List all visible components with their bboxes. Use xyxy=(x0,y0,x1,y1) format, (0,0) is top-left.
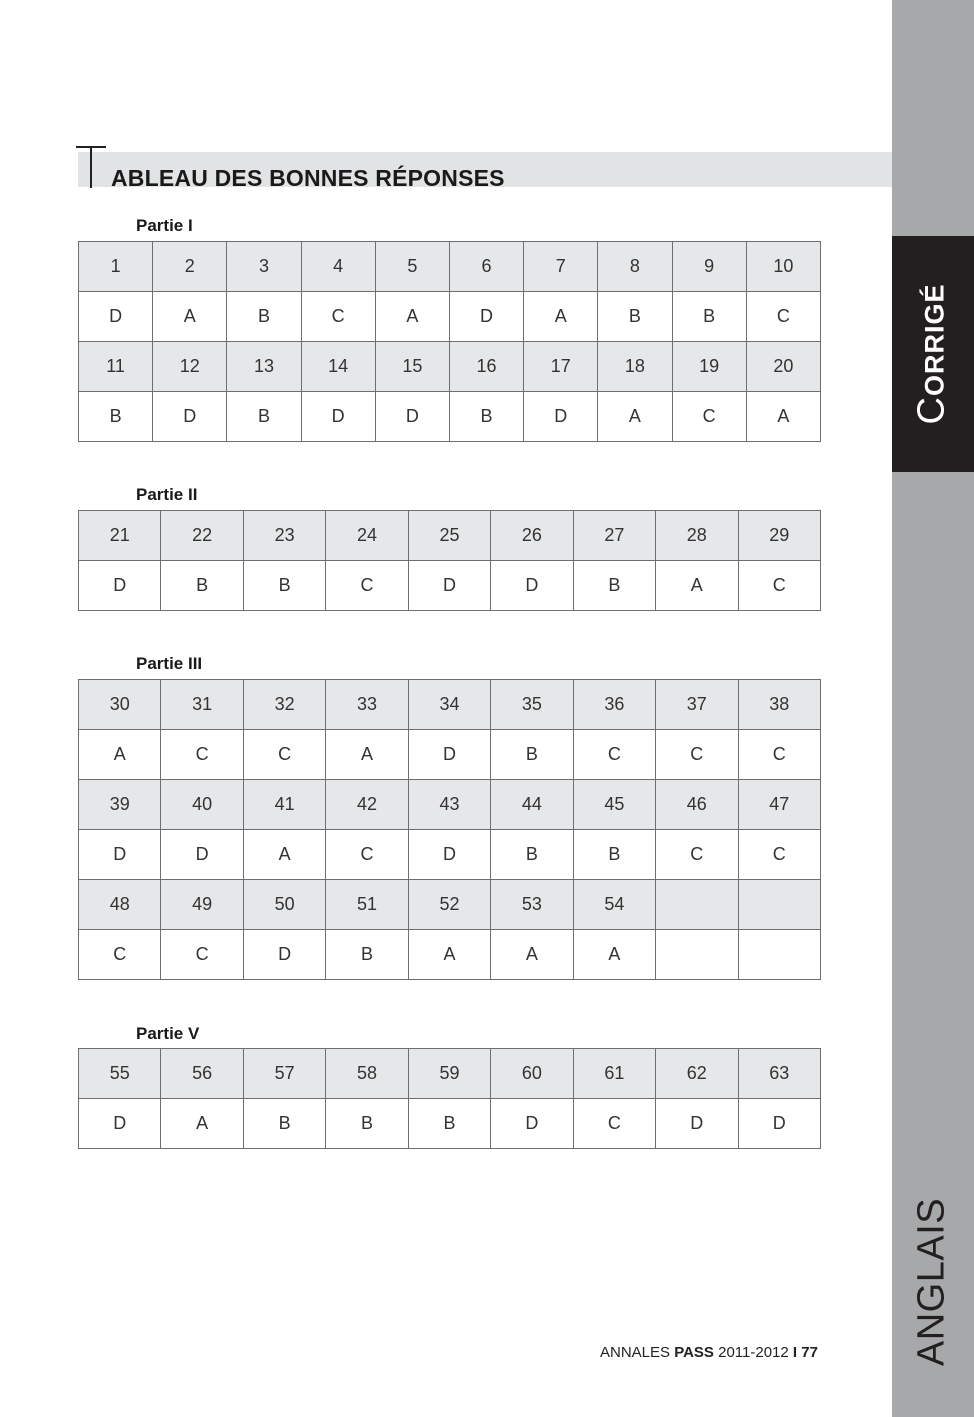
question-number-cell: 55 xyxy=(79,1049,161,1099)
answer-cell: B xyxy=(573,830,655,880)
question-number-cell: 48 xyxy=(79,880,161,930)
question-number-row xyxy=(79,511,821,561)
question-number-cell: 31 xyxy=(161,680,243,730)
question-number-cell: 23 xyxy=(243,511,325,561)
question-number-cell: 63 xyxy=(738,1049,821,1099)
question-number-cell: 18 xyxy=(598,342,672,392)
answer-row xyxy=(79,830,821,880)
question-number-cell: 52 xyxy=(408,880,490,930)
answer-row xyxy=(79,930,821,980)
question-number-cell: 33 xyxy=(326,680,408,730)
answer-cell: B xyxy=(227,392,301,442)
question-number-cell: 37 xyxy=(656,680,738,730)
answer-cell: C xyxy=(573,730,655,780)
answer-cell: A xyxy=(573,930,655,980)
answer-cell: B xyxy=(573,561,655,611)
answer-cell: A xyxy=(375,292,449,342)
answer-cell: D xyxy=(243,930,325,980)
answer-cell: C xyxy=(301,292,375,342)
answer-cell: C xyxy=(161,930,243,980)
page-title: ABLEAU DES BONNES RÉPONSES xyxy=(111,165,505,191)
answer-cell: B xyxy=(243,1099,325,1149)
question-number-cell: 25 xyxy=(408,511,490,561)
part-label: Partie II xyxy=(136,485,198,504)
answer-cell: B xyxy=(598,292,672,342)
question-number-cell: 32 xyxy=(243,680,325,730)
question-number-cell: 27 xyxy=(573,511,655,561)
answer-cell: B xyxy=(79,392,153,442)
part-label: Partie III xyxy=(136,654,203,673)
answers-table-partie-3 xyxy=(78,679,821,980)
question-number-cell: 11 xyxy=(79,342,153,392)
answer-cell xyxy=(738,930,821,980)
question-number-cell: 43 xyxy=(408,780,490,830)
question-number-cell: 39 xyxy=(79,780,161,830)
answer-cell: D xyxy=(491,1099,573,1149)
answer-cell: A xyxy=(408,930,490,980)
question-number-cell: 57 xyxy=(243,1049,325,1099)
question-number-cell: 1 xyxy=(79,242,153,292)
question-number-cell: 9 xyxy=(672,242,746,292)
answer-cell: C xyxy=(79,930,161,980)
subject-label: ANGLAIS xyxy=(910,1197,953,1367)
answer-cell: C xyxy=(738,561,821,611)
question-number-row xyxy=(79,242,821,292)
answer-cell: B xyxy=(326,930,408,980)
answers-table-partie-5 xyxy=(78,1048,821,1149)
answer-cell: C xyxy=(326,561,408,611)
part-label: Partie I xyxy=(136,216,193,235)
question-number-cell: 58 xyxy=(326,1049,408,1099)
answer-row xyxy=(79,392,821,442)
question-number-cell: 14 xyxy=(301,342,375,392)
answer-cell: B xyxy=(227,292,301,342)
question-number-cell: 40 xyxy=(161,780,243,830)
answer-cell xyxy=(656,930,738,980)
question-number-cell: 44 xyxy=(491,780,573,830)
question-number-cell: 49 xyxy=(161,880,243,930)
question-number-cell: 28 xyxy=(656,511,738,561)
answer-cell: A xyxy=(243,830,325,880)
question-number-cell: 53 xyxy=(491,880,573,930)
question-number-cell: 29 xyxy=(738,511,821,561)
answer-cell: A xyxy=(153,292,227,342)
part-label: Partie V xyxy=(136,1024,200,1043)
question-number-cell: 3 xyxy=(227,242,301,292)
question-number-row xyxy=(79,880,821,930)
question-number-cell: 6 xyxy=(449,242,523,292)
question-number-cell: 61 xyxy=(573,1049,655,1099)
answer-cell: D xyxy=(656,1099,738,1149)
answer-cell: C xyxy=(738,830,821,880)
answer-cell: D xyxy=(79,830,161,880)
answer-cell: D xyxy=(491,561,573,611)
answers-table-partie-1 xyxy=(78,241,821,442)
answer-cell: B xyxy=(326,1099,408,1149)
question-number-cell: 15 xyxy=(375,342,449,392)
answer-cell: A xyxy=(524,292,598,342)
page-footer: ANNALES PASS 2011-2012 I 77 xyxy=(600,1344,818,1361)
question-number-cell: 41 xyxy=(243,780,325,830)
answer-row xyxy=(79,730,821,780)
question-number-row xyxy=(79,680,821,730)
answer-cell: A xyxy=(656,561,738,611)
answer-cell: D xyxy=(738,1099,821,1149)
answer-cell: C xyxy=(161,730,243,780)
question-number-cell: 19 xyxy=(672,342,746,392)
answer-cell: D xyxy=(408,830,490,880)
question-number-cell: 45 xyxy=(573,780,655,830)
question-number-cell: 12 xyxy=(153,342,227,392)
answer-cell: C xyxy=(326,830,408,880)
answer-cell: A xyxy=(598,392,672,442)
question-number-cell: 8 xyxy=(598,242,672,292)
answer-cell: D xyxy=(79,1099,161,1149)
question-number-cell: 46 xyxy=(656,780,738,830)
answer-row xyxy=(79,561,821,611)
question-number-cell: 24 xyxy=(326,511,408,561)
answer-cell: D xyxy=(161,830,243,880)
answer-cell: D xyxy=(408,561,490,611)
answer-cell: A xyxy=(746,392,820,442)
question-number-cell: 17 xyxy=(524,342,598,392)
title-initial-t-stem xyxy=(90,146,92,188)
answer-cell: B xyxy=(161,561,243,611)
question-number-cell: 21 xyxy=(79,511,161,561)
question-number-cell: 16 xyxy=(449,342,523,392)
answer-cell: D xyxy=(449,292,523,342)
question-number-cell: 26 xyxy=(491,511,573,561)
answer-cell: C xyxy=(672,392,746,442)
answer-cell: D xyxy=(79,561,161,611)
question-number-cell: 36 xyxy=(573,680,655,730)
answer-cell: D xyxy=(301,392,375,442)
answer-cell: D xyxy=(79,292,153,342)
question-number-cell: 42 xyxy=(326,780,408,830)
question-number-cell: 62 xyxy=(656,1049,738,1099)
answer-cell: B xyxy=(491,830,573,880)
question-number-cell: 20 xyxy=(746,342,820,392)
question-number-cell: 38 xyxy=(738,680,821,730)
answer-cell: C xyxy=(746,292,820,342)
answer-cell: C xyxy=(656,730,738,780)
question-number-cell: 30 xyxy=(79,680,161,730)
answer-cell: C xyxy=(738,730,821,780)
question-number-cell: 56 xyxy=(161,1049,243,1099)
question-number-cell: 13 xyxy=(227,342,301,392)
answer-row xyxy=(79,292,821,342)
question-number-cell xyxy=(656,880,738,930)
question-number-cell: 7 xyxy=(524,242,598,292)
answer-cell: C xyxy=(656,830,738,880)
answer-cell: C xyxy=(573,1099,655,1149)
question-number-cell: 22 xyxy=(161,511,243,561)
answer-cell: A xyxy=(79,730,161,780)
question-number-cell: 59 xyxy=(408,1049,490,1099)
answer-cell: D xyxy=(375,392,449,442)
question-number-cell: 10 xyxy=(746,242,820,292)
answer-cell: A xyxy=(326,730,408,780)
answer-cell: B xyxy=(449,392,523,442)
answer-cell: B xyxy=(408,1099,490,1149)
question-number-cell: 34 xyxy=(408,680,490,730)
question-number-cell: 5 xyxy=(375,242,449,292)
question-number-cell: 60 xyxy=(491,1049,573,1099)
question-number-cell: 54 xyxy=(573,880,655,930)
answer-row xyxy=(79,1099,821,1149)
answer-cell: A xyxy=(491,930,573,980)
question-number-cell: 4 xyxy=(301,242,375,292)
question-number-row xyxy=(79,780,821,830)
question-number-row xyxy=(79,342,821,392)
answers-table-partie-2 xyxy=(78,510,821,611)
corrige-label: CORRIGÉ xyxy=(910,283,953,425)
question-number-cell: 2 xyxy=(153,242,227,292)
question-number-cell xyxy=(738,880,821,930)
answer-cell: B xyxy=(491,730,573,780)
answer-cell: D xyxy=(524,392,598,442)
question-number-cell: 50 xyxy=(243,880,325,930)
question-number-cell: 35 xyxy=(491,680,573,730)
answer-cell: A xyxy=(161,1099,243,1149)
answer-cell: B xyxy=(243,561,325,611)
answer-cell: B xyxy=(672,292,746,342)
answer-cell: D xyxy=(153,392,227,442)
answer-cell: C xyxy=(243,730,325,780)
question-number-row xyxy=(79,1049,821,1099)
question-number-cell: 47 xyxy=(738,780,821,830)
answer-cell: D xyxy=(408,730,490,780)
question-number-cell: 51 xyxy=(326,880,408,930)
